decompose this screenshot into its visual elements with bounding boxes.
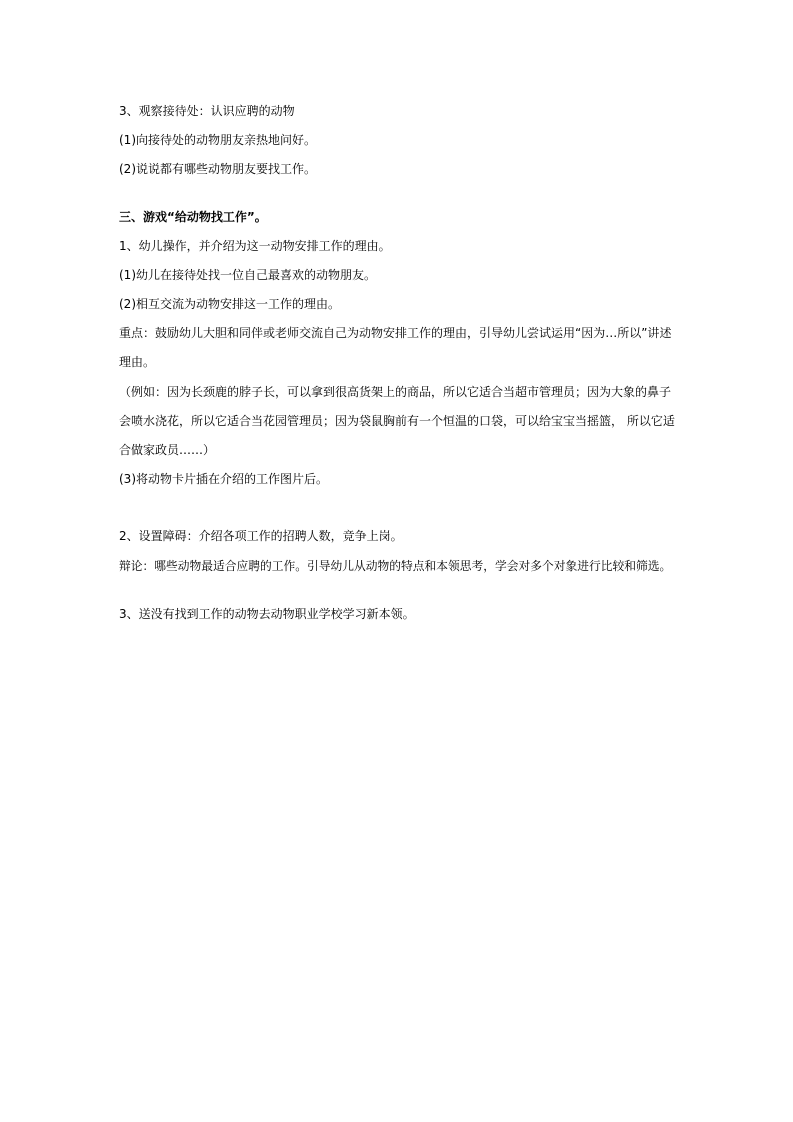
step1-text: 1、幼儿操作，并介绍为这一动物安排工作的理由。 bbox=[119, 239, 391, 253]
section3-item-1: (1)向接待处的动物朋友亲热地问好。 bbox=[119, 133, 316, 147]
step2-text: 2、设置障碍：介绍各项工作的招聘人数，竞争上岗。 bbox=[119, 529, 403, 543]
example-line-2: 会喷水浇花，所以它适合当花园管理员；因为袋鼠胸前有一个恒温的口袋，可以给宝宝当摇篮， 所以它适 bbox=[119, 414, 675, 428]
step3-text: 3、送没有找到工作的动物去动物职业学校学习新本领。 bbox=[119, 607, 415, 621]
step1-item-1: (1)幼儿在接待处找一位自己最喜欢的动物朋友。 bbox=[119, 268, 376, 282]
section3-heading: 3、观察接待处：认识应聘的动物 bbox=[119, 104, 295, 118]
step1-item-3: (3)将动物卡片插在介绍的工作图片后。 bbox=[119, 472, 328, 486]
example-line-1: （例如：因为长颈鹿的脖子长，可以拿到很高货架上的商品，所以它适合当超市管理员；因为大象的鼻子 bbox=[119, 385, 672, 399]
key-point-line-2: 理由。 bbox=[119, 355, 156, 369]
debate-text: 辩论：哪些动物最适合应聘的工作。引导幼儿从动物的特点和本领思考，学会对多个对象进行比较和筛选。 bbox=[119, 559, 672, 573]
key-point-line-1: 重点：鼓励幼儿大胆和同伴或老师交流自己为动物安排工作的理由，引导幼儿尝试运用“因为…所以”讲述 bbox=[119, 326, 672, 340]
part3-title: 三、游戏“给动物找工作”。 bbox=[119, 210, 267, 224]
example-line-3: 合做家政员……） bbox=[119, 443, 216, 457]
section3-item-2: (2)说说都有哪些动物朋友要找工作。 bbox=[119, 162, 316, 176]
step1-item-2: (2)相互交流为动物安排这一工作的理由。 bbox=[119, 297, 340, 311]
